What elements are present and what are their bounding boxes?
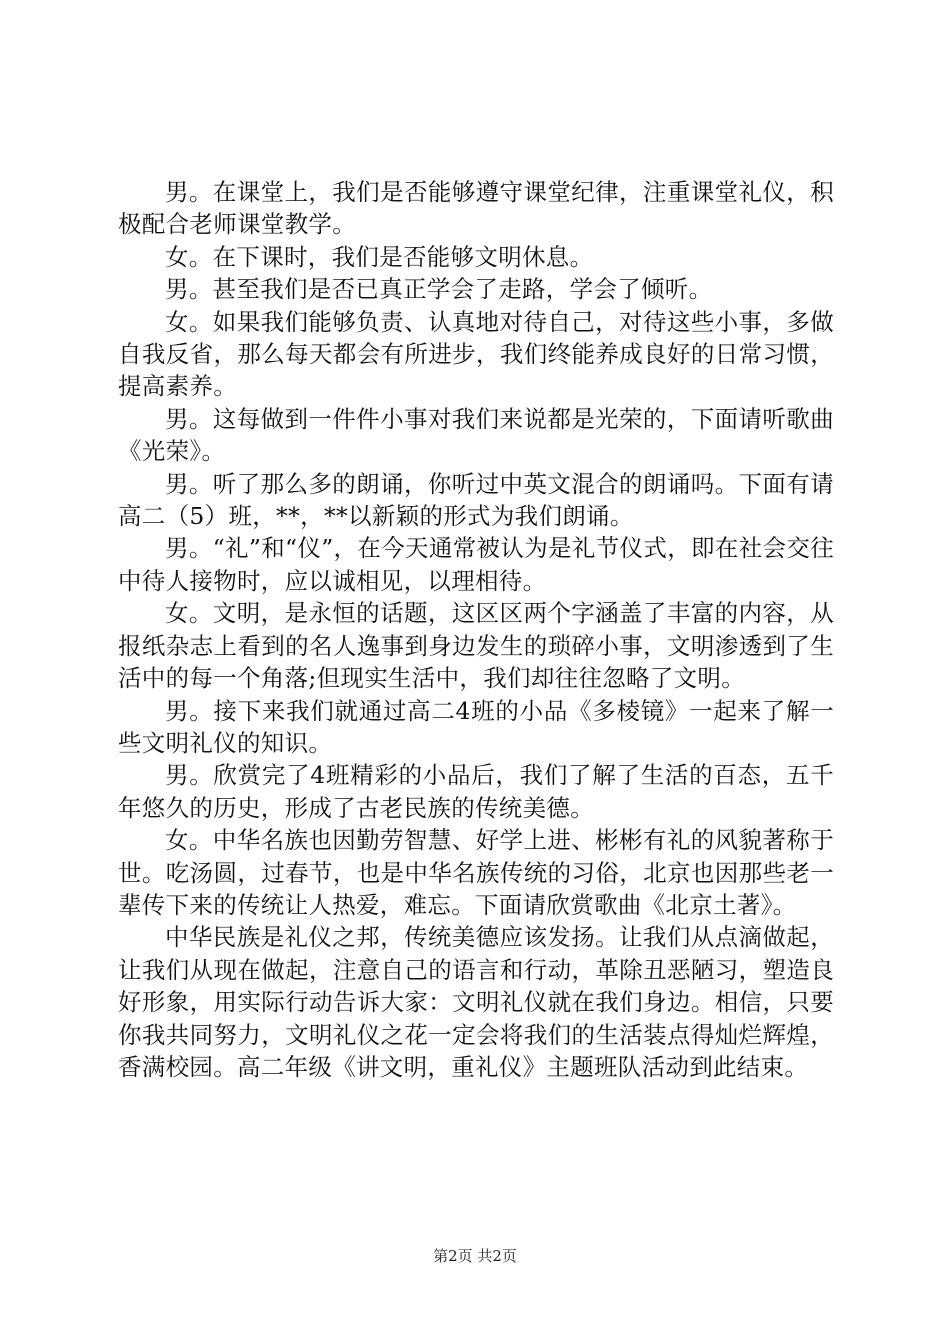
- paragraph-6: 男。听了那么多的朗诵，你听过中英文混合的朗诵吗。下面有请高二（5）班，**，**以新颖的形式为我们朗诵。: [118, 469, 834, 531]
- paragraph-8: 女。文明，是永恒的话题，这区区两个字涵盖了丰富的内容，从报纸杂志上看到的名人逸事到身边发生的琐碎小事，文明渗透到了生活中的每一个角落;但现实生活中，我们却往往忽略了文明。: [118, 599, 834, 693]
- paragraph-4: 女。如果我们能够负责、认真地对待自己，对待这些小事，多做自我反省，那么每天都会有所进步，我们终能养成良好的日常习惯，提高素养。: [118, 307, 834, 401]
- paragraph-12: 中华民族是礼仪之邦，传统美德应该发扬。让我们从点滴做起，让我们从现在做起，注意自己的语言和行动，革除丑恶陋习，塑造良好形象，用实际行动告诉大家：文明礼仪就在我们身边。相信，只要你我共同努力，文明礼仪之花一定会将我们的生活装点得灿烂辉煌，香满校园。高二年级《讲文明，重礼仪》主题班队活动到此结束。: [118, 923, 834, 1081]
- document-body: [118, 176, 834, 1083]
- paragraph-10: 男。欣赏完了4班精彩的小品后，我们了解了生活的百态，五千年悠久的历史，形成了古老民族的传统美德。: [118, 761, 834, 822]
- paragraph-2: 女。在下课时，我们是否能够文明休息。: [165, 242, 594, 271]
- paragraph-11: 女。中华名族也因勤劳智慧、好学上进、彬彬有礼的风貌著称于世。吃汤圆，过春节，也是中华名族传统的习俗，北京也因那些老一辈传下来的传统让人热爱，难忘。下面请欣赏歌曲《北京土著》。: [118, 826, 834, 919]
- page-footer: [0, 1246, 950, 1266]
- page-number-label: 第2页 共2页: [433, 1247, 517, 1265]
- paragraph-1: 男。在课堂上，我们是否能够遵守课堂纪律，注重课堂礼仪，积极配合老师课堂教学。: [118, 178, 834, 239]
- paragraph-7: 男。“礼”和“仪”，在今天通常被认为是礼节仪式，即在社会交往中待人接物时，应以诚相见，以理相待。: [118, 534, 834, 595]
- paragraph-5: 男。这每做到一件件小事对我们来说都是光荣的，下面请听歌曲《光荣》。: [118, 404, 834, 466]
- paragraph-3: 男。甚至我们是否已真正学会了走路，学会了倾听。: [165, 275, 713, 304]
- paragraph-9: 男。接下来我们就通过高二4班的小品《多棱镜》一起来了解一些文明礼仪的知识。: [118, 696, 834, 757]
